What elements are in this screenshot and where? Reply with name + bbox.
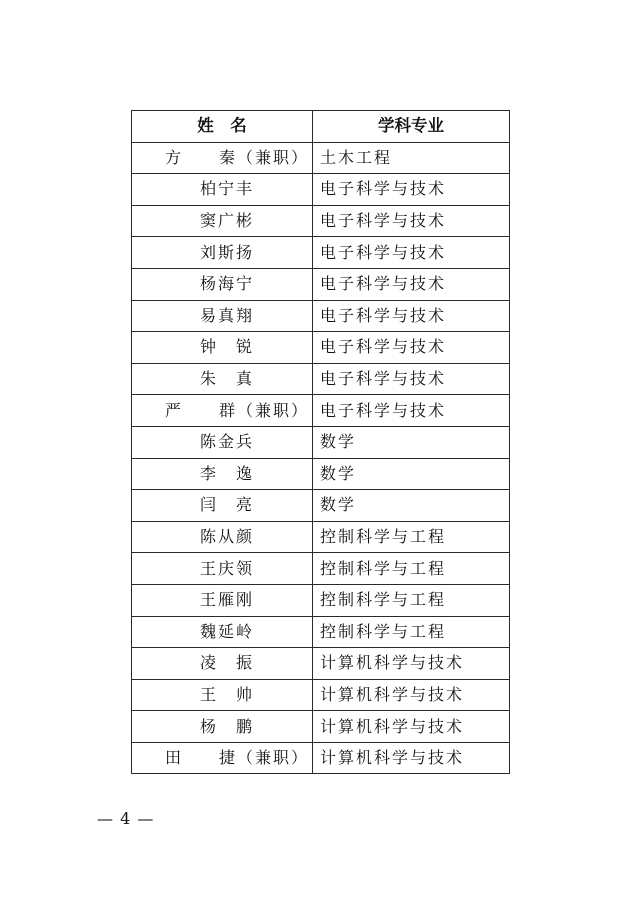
table-row: [132, 679, 510, 711]
person-name: 易真翔: [200, 305, 255, 325]
major-cell: 数学: [313, 426, 510, 458]
major-cell: 电子科学与技术: [313, 268, 510, 300]
major-cell: 数学: [313, 490, 510, 522]
major-cell: 电子科学与技术: [313, 205, 510, 237]
name-cell: [132, 395, 313, 427]
name-cell: [132, 648, 313, 680]
table-row: [132, 521, 510, 553]
person-name: 王庆领: [200, 558, 255, 578]
name-cell: [132, 300, 313, 332]
page-number: — 4 —: [97, 809, 155, 828]
major-cell: 控制科学与工程: [313, 521, 510, 553]
person-name: 严 群（兼职）: [165, 400, 310, 420]
table-row: [132, 332, 510, 364]
table-row: [132, 490, 510, 522]
name-cell: [132, 616, 313, 648]
person-name: 窦广彬: [200, 211, 255, 231]
table-row: [132, 584, 510, 616]
person-name: 陈从颜: [200, 527, 255, 547]
name-cell: [132, 142, 313, 174]
person-name: 柏宁丰: [200, 179, 255, 199]
major-cell: 计算机科学与技术: [313, 742, 510, 774]
table-row: [132, 237, 510, 269]
person-name: 陈金兵: [200, 432, 255, 452]
major-cell: 控制科学与工程: [313, 553, 510, 585]
person-name: 杨海宁: [200, 274, 255, 294]
table-row: [132, 268, 510, 300]
person-name: 朱 真: [200, 369, 255, 389]
table-body: [132, 142, 510, 774]
name-cell: [132, 363, 313, 395]
table-row: [132, 616, 510, 648]
person-name: 田 捷（兼职）: [165, 748, 310, 768]
name-cell: [132, 205, 313, 237]
person-name: 方 秦（兼职）: [165, 147, 310, 167]
major-cell: 计算机科学与技术: [313, 711, 510, 743]
header-major: 学科专业: [313, 111, 510, 143]
name-cell: [132, 174, 313, 206]
person-name: 王雁刚: [200, 590, 255, 610]
table-row: [132, 458, 510, 490]
table-header-row: [132, 111, 510, 143]
table-row: [132, 742, 510, 774]
name-cell: [132, 426, 313, 458]
table-row: [132, 300, 510, 332]
person-name: 凌 振: [200, 653, 255, 673]
major-cell: 电子科学与技术: [313, 363, 510, 395]
major-cell: 数学: [313, 458, 510, 490]
name-cell: [132, 521, 313, 553]
major-cell: 控制科学与工程: [313, 616, 510, 648]
person-name: 闫 亮: [200, 495, 255, 515]
person-name: 王 帅: [200, 684, 255, 704]
person-name: 魏延岭: [200, 621, 255, 641]
name-cell: [132, 584, 313, 616]
person-name: 钟 锐: [200, 337, 255, 357]
person-name: 杨 鹏: [200, 716, 255, 736]
name-cell: [132, 679, 313, 711]
name-cell: [132, 268, 313, 300]
name-cell: [132, 332, 313, 364]
name-cell: [132, 553, 313, 585]
table-row: [132, 553, 510, 585]
table-row: [132, 363, 510, 395]
header-name: 姓 名: [132, 111, 313, 143]
table-row: [132, 174, 510, 206]
name-cell: [132, 711, 313, 743]
personnel-table: [131, 110, 510, 774]
person-name: 刘斯扬: [200, 242, 255, 262]
table-row: [132, 711, 510, 743]
name-cell: [132, 742, 313, 774]
table-row: [132, 648, 510, 680]
table-row: [132, 426, 510, 458]
person-name: 李 逸: [200, 463, 255, 483]
major-cell: 电子科学与技术: [313, 237, 510, 269]
major-cell: 电子科学与技术: [313, 395, 510, 427]
table-row: [132, 142, 510, 174]
major-cell: 计算机科学与技术: [313, 648, 510, 680]
major-cell: 控制科学与工程: [313, 584, 510, 616]
major-cell: 土木工程: [313, 142, 510, 174]
table-row: [132, 395, 510, 427]
major-cell: 电子科学与技术: [313, 174, 510, 206]
name-cell: [132, 458, 313, 490]
major-cell: 电子科学与技术: [313, 300, 510, 332]
major-cell: 电子科学与技术: [313, 332, 510, 364]
name-cell: [132, 237, 313, 269]
major-cell: 计算机科学与技术: [313, 679, 510, 711]
name-cell: [132, 490, 313, 522]
table-row: [132, 205, 510, 237]
